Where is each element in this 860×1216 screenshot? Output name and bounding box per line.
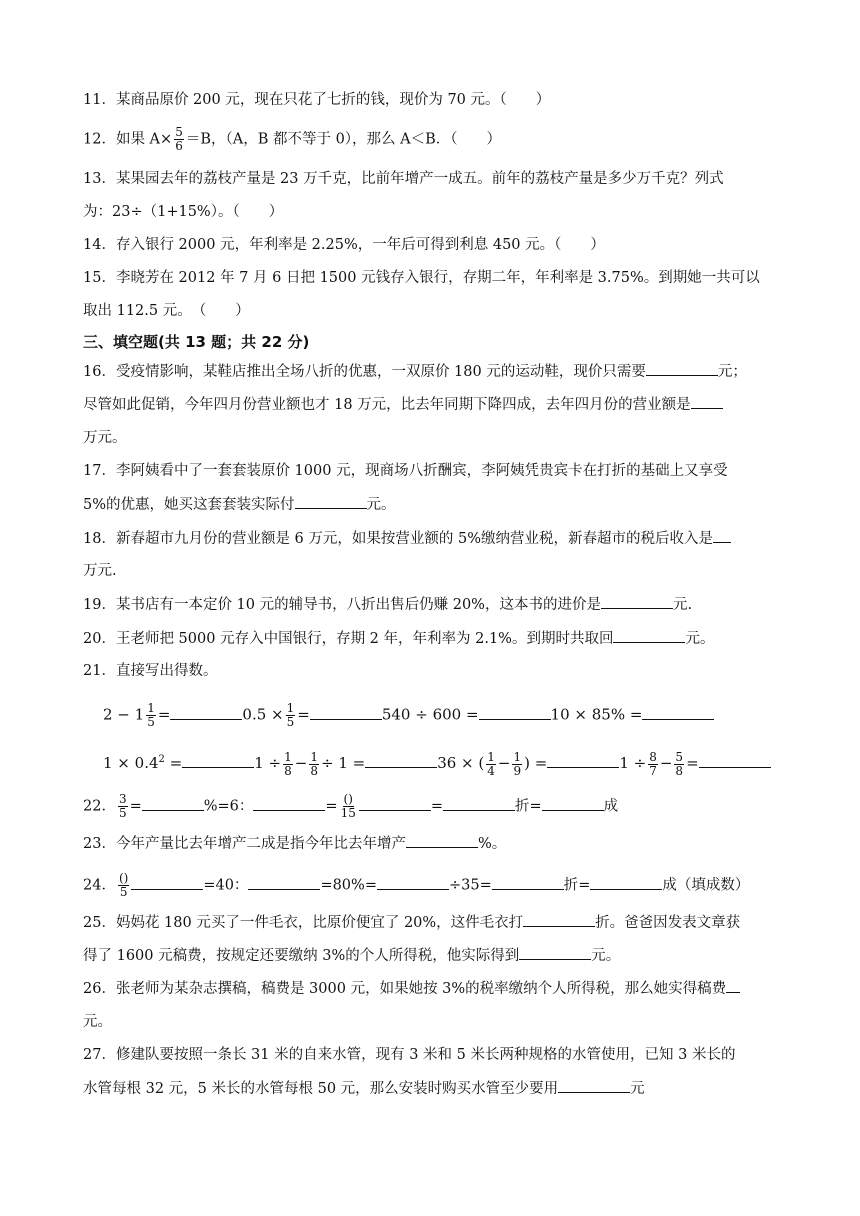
answer-blank[interactable] [699, 753, 771, 768]
question-14: 14．存入银行 2000 元，年利率是 2.25%，一年后可得到利息 450 元。（ ） [83, 237, 605, 253]
answer-blank[interactable] [601, 594, 673, 609]
answer-blank[interactable] [443, 796, 515, 811]
fraction: $\frac{5}{8}$ [675, 749, 684, 778]
fraction: $\frac{1}{8}$ [284, 749, 292, 778]
fraction: $\frac{1}{4}$ [487, 749, 495, 778]
math-row-1: 2 − 1 $\frac{1}{5}$ = 0.5 × $\frac{1}{5}$ = 540 ÷ 600 = 10 × 85% = [103, 702, 714, 729]
answer-blank[interactable] [691, 394, 723, 409]
answer-blank[interactable] [646, 361, 718, 376]
question-18-line2: 万元. [83, 563, 117, 579]
question-13-line1: 13．某果园去年的荔枝产量是 23 万千克，比前年增产一成五。前年的荔枝产量是多少万千克？列式 [83, 171, 724, 187]
fraction: $\frac{8}{7}$ [649, 749, 657, 778]
question-25-line2: 得了 1600 元稿费，按规定还要缴纳 3%的个人所得税，他实际得到 元。 [83, 945, 620, 966]
section-heading: 三、填空题(共 13 题；共 22 分) [83, 333, 310, 351]
question-13-line2: 为：23÷（1+15%）。（ ） [83, 204, 284, 220]
question-20: 20．王老师把 5000 元存入中国银行，存期 2 年，年利率为 2.1%。到期时共取回 元。 [83, 628, 714, 649]
answer-blank[interactable] [131, 875, 203, 890]
question-19: 19．某书店有一本定价 10 元的辅导书，八折出售后仍赚 20%，这本书的进价是 元. [83, 594, 692, 615]
answer-blank[interactable] [542, 796, 604, 811]
fraction: $\frac{3}{5}$ [118, 792, 127, 820]
question-15-line1: 15．李晓芳在 2012 年 7 月 6 日把 1500 元钱存入银行，存期二年，年利率是 3.75%。到期她一共可以 [83, 270, 760, 286]
fraction: $\frac{1}{5}$ [286, 701, 295, 729]
question-23: 23．今年产量比去年增产二成是指今年比去年增产 %。 [83, 833, 506, 854]
answer-blank[interactable] [547, 753, 619, 768]
question-12: 12．如果 A× $\frac{5}{6}$ ＝B，（A，B 都不等于 0），那么 A＜B．（ ） [83, 125, 502, 153]
question-26-line1: 26．张老师为某杂志撰稿，稿费是 3000 元，如果她按 3%的税率缴纳个人所得税，那么她实得稿费 [83, 978, 740, 999]
answer-blank[interactable] [558, 1078, 630, 1093]
fraction: $\frac{5}{6}$ [175, 125, 183, 153]
question-17-line2: 5%的优惠，她买这套套装实际付 元。 [83, 494, 396, 515]
fraction: $\frac{()}{5}$ [118, 871, 129, 899]
fraction: $\frac{1}{9}$ [513, 749, 522, 778]
question-16-line1: 16．受疫情影响，某鞋店推出全场八折的优惠，一双原价 180 元的运动鞋，现价只需要 元； [83, 361, 747, 382]
answer-blank[interactable] [182, 753, 254, 768]
question-16-line2: 尽管如此促销，今年四月份营业额也才 18 万元，比去年同期下降四成，去年四月份的营业额是 [83, 394, 723, 415]
answer-blank[interactable] [142, 796, 204, 811]
question-25-line1: 25．妈妈花 180 元买了一件毛衣，比原价便宜了 20%，这件毛衣打 折。爸爸因发表文章获 [83, 912, 740, 933]
answer-blank[interactable] [492, 875, 564, 890]
answer-blank[interactable] [642, 705, 714, 720]
answer-blank[interactable] [519, 945, 591, 960]
answer-blank[interactable] [406, 833, 478, 848]
answer-blank[interactable] [359, 796, 431, 811]
question-15-line2: 取出 112.5 元。 （ ） [83, 303, 250, 319]
answer-blank[interactable] [365, 753, 437, 768]
question-26-line2: 元。 [83, 1014, 112, 1030]
question-27-line2: 水管每根 32 元，5 米长的水管每根 50 元，那么安装时购买水管至少要用 元 [83, 1078, 645, 1099]
answer-blank[interactable] [479, 705, 551, 720]
answer-blank[interactable] [295, 494, 367, 509]
answer-blank[interactable] [310, 705, 382, 720]
answer-blank[interactable] [613, 628, 685, 643]
answer-blank[interactable] [713, 528, 731, 543]
question-21: 21．直接写出得数。 [83, 663, 218, 679]
fraction: $\frac{1}{5}$ [147, 701, 155, 729]
question-22: 22． $\frac{3}{5}$ = %=6： = $\frac{()}{15}$ = 折= 成 [83, 792, 619, 820]
answer-blank[interactable] [170, 705, 242, 720]
math-row-2: $1 \times 0.4^2 = 1$ ÷ $\frac{1}{8}$ − $\frac{1}{8}$ ÷ 1 = 36 × ( $\frac{1}{4}$ − $\frac{1}{9}$ ) = 1 ÷ $\frac{8}{7}$ − $\frac{5}{8}$ = [103, 749, 771, 778]
question-18-line1: 18．新春超市九月份的营业额是 6 万元，如果按营业额的 5%缴纳营业税，新春超市的税后收入是 [83, 528, 731, 549]
question-16-line3: 万元。 [83, 430, 127, 446]
answer-blank[interactable] [523, 912, 595, 927]
answer-blank[interactable] [726, 978, 740, 993]
question-27-line1: 27．修建队要按照一条长 31 米的自来水管，现有 3 米和 5 米长两种规格的水管使用，已知 3 米长的 [83, 1047, 736, 1063]
fraction: $\frac{1}{8}$ [310, 749, 318, 778]
answer-blank[interactable] [590, 875, 662, 890]
question-17-line1: 17．李阿姨看中了一套套装原价 1000 元，现商场八折酬宾，李阿姨凭贵宾卡在打折的基础上又享受 [83, 463, 728, 479]
question-24: 24． $\frac{()}{5}$ =40： =80%= ÷35= 折= 成（填成数） [83, 871, 750, 899]
answer-blank[interactable] [377, 875, 449, 890]
answer-blank[interactable] [248, 875, 320, 890]
fraction: $\frac{()}{15}$ [340, 792, 356, 820]
question-11: 11．某商品原价 200 元，现在只花了七折的钱，现价为 70 元。（ ） [83, 92, 551, 108]
answer-blank[interactable] [253, 796, 325, 811]
